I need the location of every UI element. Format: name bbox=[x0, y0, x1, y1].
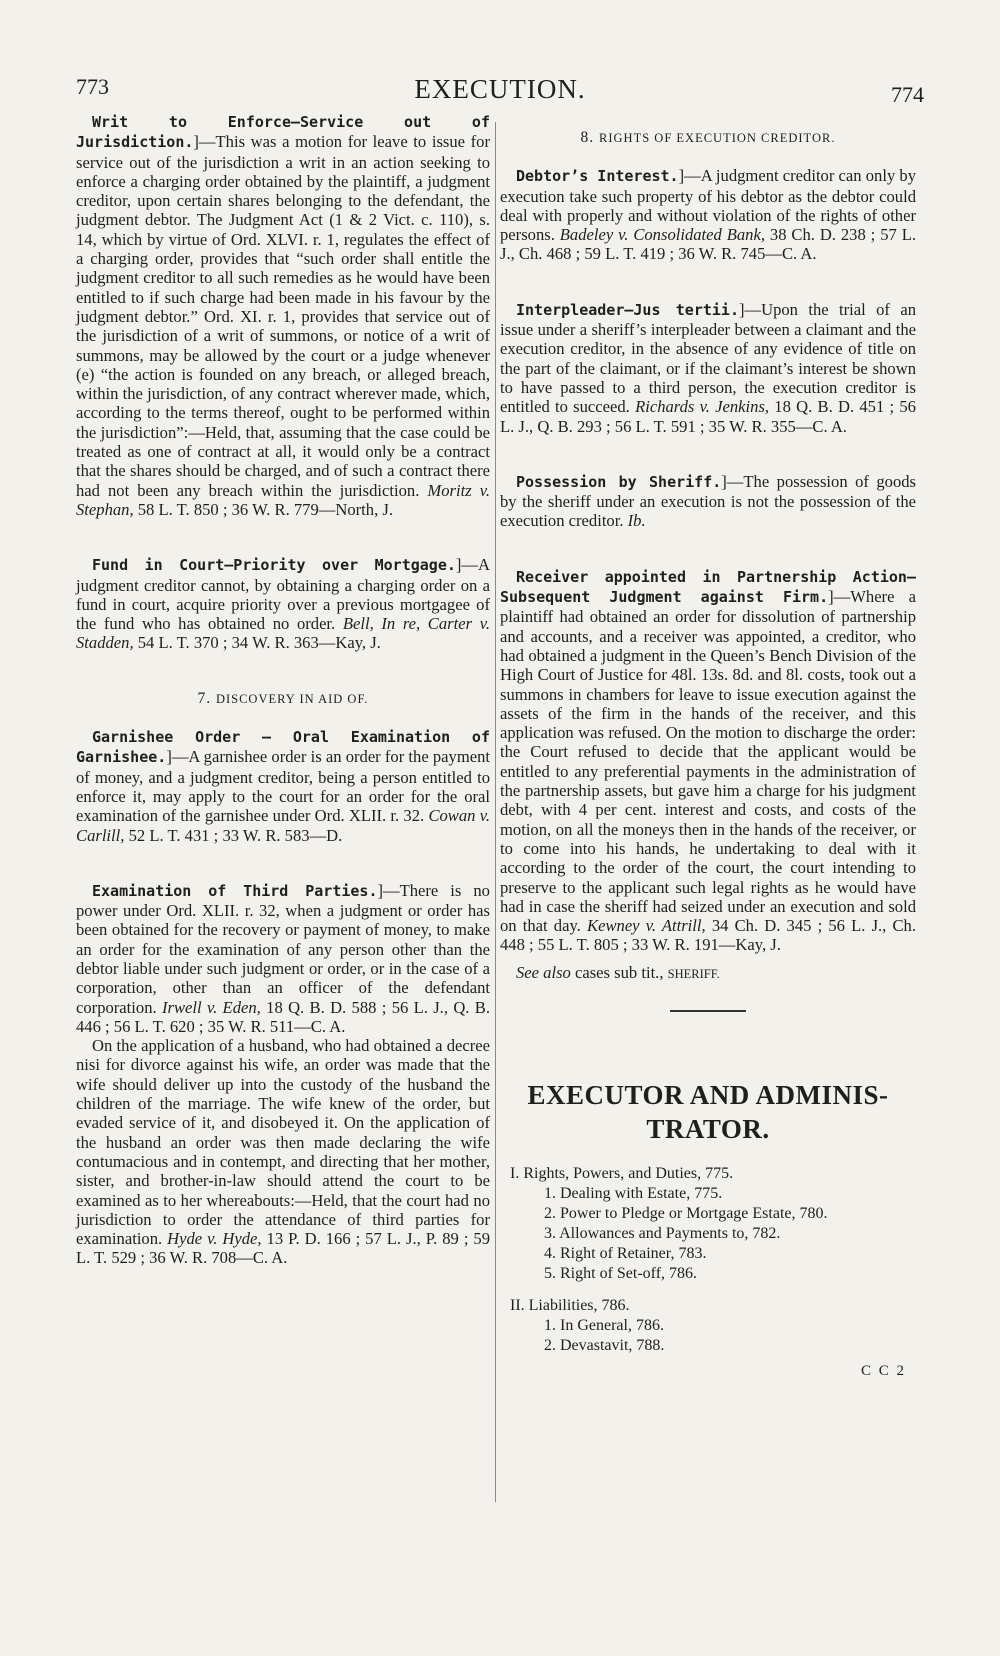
running-header bbox=[76, 74, 924, 114]
toc-item: 5. Right of Set-off, 786. bbox=[544, 1264, 698, 1282]
entry-fund-in-court bbox=[76, 555, 490, 652]
case-citation: 18 Q. B. D. 451 ; 56 L. J., Q. B. 293 ; 56 L. T. 591 ; 35 W. R. 355—C. A. bbox=[500, 397, 916, 436]
right-page-number: 774 bbox=[891, 82, 924, 107]
column-divider bbox=[495, 122, 496, 1502]
entry-body: ]—Where a plaintiff had obtained an order for dissolution of partnership and accounts, and a receiver was appointed, a creditor, who had obtained a judgment in the Queen’s Bench Division of the High Court of Justice for 48l. 13s. 8d. and 8l. costs, took out a summons in chambers for leave to issue execution against the assets of the firm in the hands of the receiver, and this application was refused. On the motion to discharge the order: the Court refused to decide that the applicant would be entitled to any preferential payments in the administration of the partnership assets, but gave him a charge for his judgment debt, with 4 per cent. interest and costs, and costs of the motion, on all the moneys then in the hands of the receiver, or to come into his hands, he undertaking to deal with it according to the order of the court, the court intending to preserve to the applicant such legal rights as he would have had in case the sheriff had seized under an execution and sold on that day. bbox=[500, 587, 916, 936]
case-name: Ib. bbox=[627, 511, 646, 531]
see-also-text: cases sub tit., bbox=[570, 962, 668, 982]
entry-possession-by-sheriff bbox=[500, 472, 916, 531]
case-citation: 38 Ch. D. 238 ; 57 L. J., Ch. 468 ; 59 L. T. 419 ; 36 W. R. 745—C. A. bbox=[500, 225, 916, 264]
running-title: EXECUTION. bbox=[414, 74, 586, 104]
entry-debtors-interest bbox=[500, 166, 916, 263]
case-name: Kewney v. Attrill, bbox=[587, 916, 706, 936]
section-number: 7. bbox=[197, 689, 212, 707]
entry-heading: Examination of Third Parties. bbox=[92, 881, 378, 900]
toc-part-ii: II. Liabilities, 786. bbox=[510, 1296, 630, 1314]
case-citation: 52 L. T. 431 ; 33 W. R. 583—D. bbox=[124, 825, 343, 845]
case-name: Bell, In re, Carter v. Stadden, bbox=[76, 614, 490, 653]
left-page-number: 773 bbox=[76, 74, 109, 99]
case-name: Irwell v. Eden, bbox=[161, 997, 261, 1017]
entry-heading: Receiver appointed in Partnership Action—Subsequent Judgment against Firm. bbox=[500, 567, 916, 607]
entry-body: ]—A garnishee order is an order for the payment of money, and a judgment creditor, being a person entitled to enforce it, may apply to the court for an order for the oral examination of the garnishee under Ord. XLII. r. 32. bbox=[76, 747, 490, 826]
signature-mark: C C 2 bbox=[860, 1362, 906, 1379]
entry-writ-to-enforce bbox=[76, 112, 490, 519]
case-citation: 58 L. T. 850 ; 36 W. R. 779—North, J. bbox=[133, 499, 393, 519]
title-executor-and-administrator bbox=[500, 1078, 916, 1146]
entry-heading: Fund in Court—Priority over Mortgage. bbox=[92, 556, 456, 575]
section-number: 8. bbox=[580, 129, 595, 146]
entry-heading: Garnishee Order — Oral Examination of Garnishee. bbox=[76, 728, 490, 767]
entry-receiver-appointed bbox=[500, 567, 916, 955]
case-name: Moritz v. Stephan, bbox=[76, 480, 490, 519]
entry-interpleader bbox=[500, 300, 916, 436]
entry-heading: Debtor’s Interest. bbox=[516, 167, 679, 186]
toc-item: 4. Right of Retainer, 783. bbox=[544, 1244, 707, 1262]
section-heading-8 bbox=[500, 128, 916, 148]
entry-heading: Writ to Enforce—Service out of Jurisdiction. bbox=[76, 113, 490, 152]
entry-body: ]—Upon the trial of an issue under a sheriff’s interpleader between a claimant and the execution creditor, in the absence of any evidence of title on the part of the claimant, or if the claimant’s interest be shown to have passed to a third person, the execution creditor is entitled to succeed. bbox=[500, 299, 916, 417]
see-also-note bbox=[500, 963, 916, 984]
toc-part-i: I. Rights, Powers, and Duties, 775. bbox=[510, 1164, 734, 1182]
entry-body: On the application of a husband, who had obtained a decree nisi for divorce against his wife, an order was made that the wife should deliver up into the custody of the husband the children of the marriage. The wife knew of the order, but evaded service of it, and disobeyed it. On the application of the husband an order was then made declaring the wife contumacious and in contempt, and directing that her mother, sister, and brother-in-law should attend the court to be examined as to her whereabouts:—Held, that the court had no jurisdiction to order the attendance of third parties for examination. bbox=[76, 1036, 490, 1249]
case-name: Hyde v. Hyde, bbox=[167, 1229, 262, 1249]
entry-garnishee-order bbox=[76, 727, 490, 845]
section-separator-rule bbox=[670, 1010, 746, 1012]
case-citation: 54 L. T. 370 ; 34 W. R. 363—Kay, J. bbox=[133, 633, 381, 653]
case-name: Badeley v. Consolidated Bank, bbox=[559, 225, 765, 245]
entry-body: ]—The possession of goods by the sheriff under an execution is not the possession of the execution creditor. bbox=[500, 471, 916, 531]
entry-heading: Possession by Sheriff. bbox=[516, 472, 722, 491]
section-heading-7 bbox=[76, 689, 490, 709]
toc-item: 1. In General, 786. bbox=[544, 1316, 664, 1334]
case-citation: 18 Q. B. D. 588 ; 56 L. J., Q. B. 446 ; 56 L. T. 620 ; 35 W. R. 511—C. A. bbox=[76, 997, 490, 1036]
case-citation: 34 Ch. D. 345 ; 56 L. J., Ch. 448 ; 55 L. T. 805 ; 33 W. R. 191—Kay, J. bbox=[500, 916, 916, 955]
entry-body: ]—This was a motion for leave to issue for service out of the jurisdiction a writ in an action seeking to enforce a charging order obtained by the plaintiff, a judgment creditor, upon certain shares belonging to the defendant, the judgment debtor. The Judgment Act (1 & 2 Vict. c. 110), s. 14, which by virtue of Ord. XLVI. r. 1, regulates the effect of a charging order, provides that “such order shall entitle the judgment creditor to all such remedies as he would have been entitled to if such charge had been made in his favour by the judgment debtor.” Ord. XI. r. 1, provides that service out of the jurisdiction of a writ of summons, or notice of a writ of summons, may be allowed by the court or a judge whenever (e) “the action is founded on any breach, or alleged breach, within the jurisdiction, of any contract wherever made, which, according to the terms thereof, ought to be performed within the jurisdiction”:—Held, that, assuming that the case could be treated as one of contract at all, it would only be a contract that the shares should be charged, and of such a contract there had not been any breach within the jurisdiction. bbox=[76, 132, 490, 500]
case-name: Richards v. Jenkins, bbox=[635, 397, 770, 417]
toc-item: 3. Allowances and Payments to, 782. bbox=[544, 1224, 781, 1242]
title-line-1: EXECUTOR AND ADMINIS- bbox=[527, 1079, 889, 1110]
entry-heading: Interpleader—Jus tertii. bbox=[516, 300, 739, 319]
section-title: RIGHTS OF EXECUTION CREDITOR. bbox=[599, 131, 836, 145]
case-name: Cowan v. Carlill, bbox=[76, 806, 490, 845]
section-title: DISCOVERY IN AID OF. bbox=[215, 691, 369, 706]
see-also-ref: SHERIFF. bbox=[667, 966, 720, 981]
toc-item: 2. Power to Pledge or Mortgage Estate, 780. bbox=[544, 1204, 828, 1222]
entry-divorce-application bbox=[76, 1036, 490, 1268]
table-of-contents bbox=[500, 1164, 916, 1356]
title-line-2: TRATOR. bbox=[646, 1113, 770, 1144]
toc-item: 2. Devastavit, 788. bbox=[544, 1336, 665, 1354]
see-also-label: See also bbox=[516, 962, 571, 982]
entry-body: ]—A judgment creditor cannot, by obtaining a charging order on a fund in court, acquire priority over a previous mortgagee of the fund who has obtained no order. bbox=[76, 555, 490, 634]
entry-body: ]—There is no power under Ord. XLII. r. 32, when a judgment or order has been obtained for the recovery or payment of money, to make an order for the examination of any person other than the debtor liable under such judgment or order, or in the case of a corporation, other than an officer of the defendant corporation. bbox=[76, 880, 490, 1017]
left-column bbox=[76, 112, 490, 1304]
entry-body: ]—A judgment creditor can only by execution take such property of his debtor as the debtor could deal with properly and without violation of the rights of other persons. bbox=[500, 166, 916, 245]
case-citation: 13 P. D. 166 ; 57 L. J., P. 89 ; 59 L. T. 529 ; 36 W. R. 708—C. A. bbox=[76, 1229, 491, 1268]
right-column bbox=[500, 112, 916, 1381]
toc-item: 1. Dealing with Estate, 775. bbox=[544, 1184, 723, 1202]
entry-third-parties bbox=[76, 881, 490, 1036]
